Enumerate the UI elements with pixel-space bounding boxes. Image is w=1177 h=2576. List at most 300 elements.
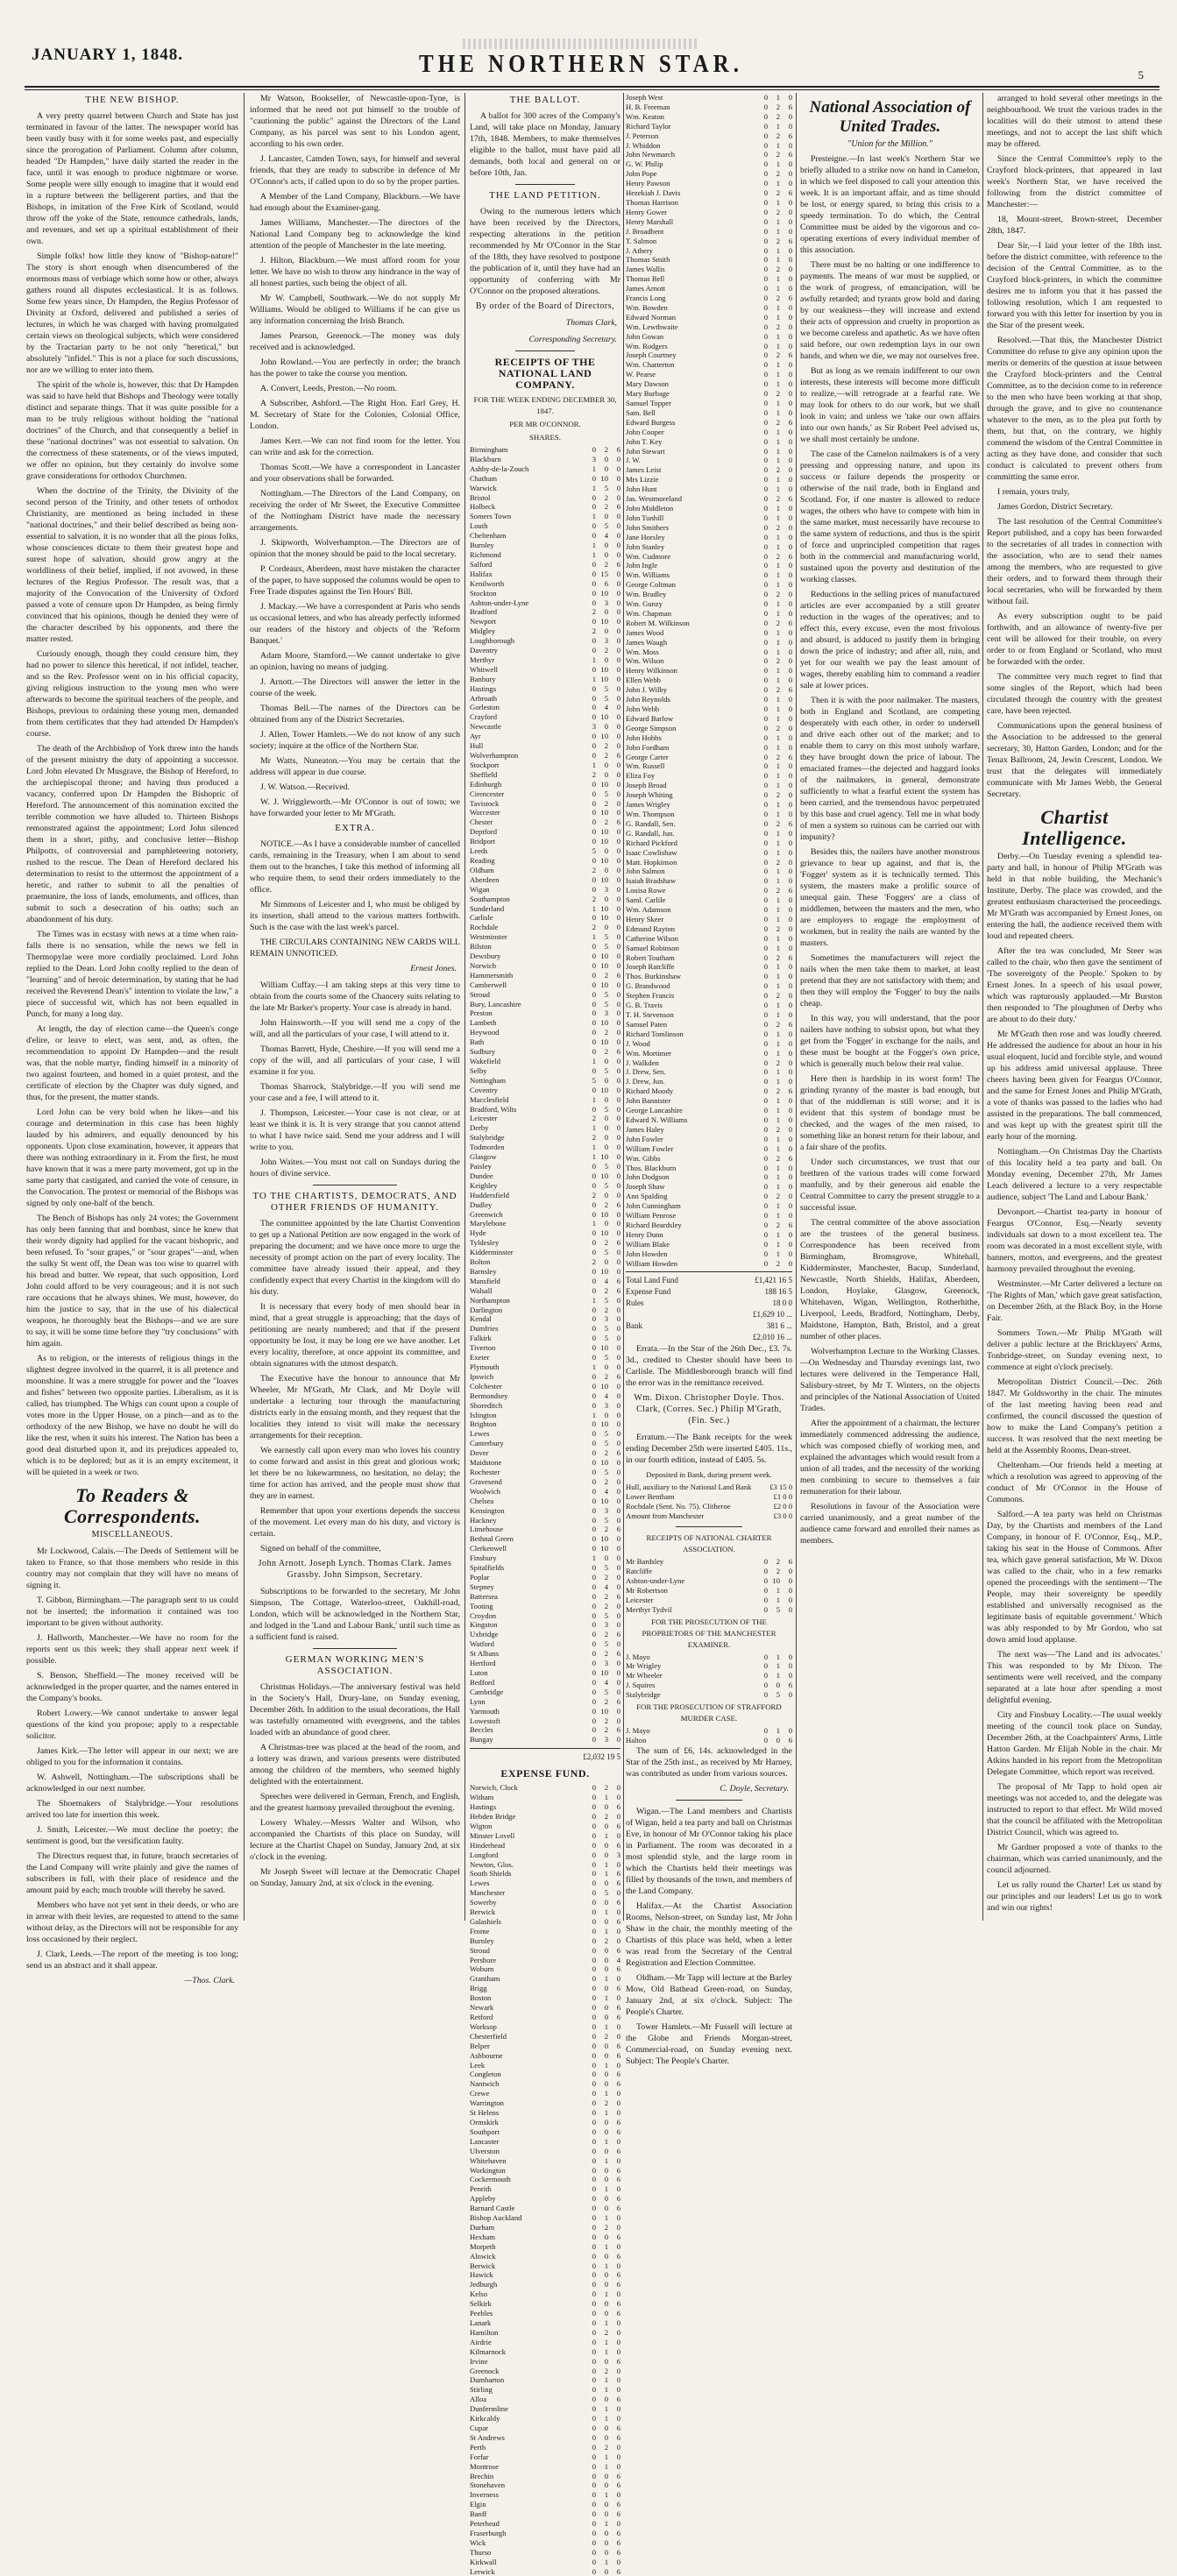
- ledger-name: Berwick: [470, 1907, 496, 1917]
- ledger-amount: 0: [788, 809, 792, 818]
- ledger-amount: 3: [592, 722, 596, 732]
- ledger-amount: 1: [592, 655, 596, 664]
- ledger-amount: 6: [616, 1525, 620, 1534]
- ledger-name: Nottingham: [470, 1075, 507, 1085]
- ledger-amount: 6: [616, 2547, 620, 2557]
- ledger-amount: 0: [763, 331, 768, 341]
- ledger-row: [626, 1690, 792, 1700]
- chartist-paragraph: Mr Gardner proposed a vote of thanks to the chairman, which was carried unanimously, and the council adjourned.: [987, 1843, 1162, 1875]
- ledger-row: [626, 867, 792, 876]
- ledger-amount: 0: [788, 1182, 792, 1192]
- ledger-row: [470, 1707, 620, 1716]
- ledger-amount: 0: [616, 1668, 620, 1677]
- ledger-name: Birmingham: [470, 445, 508, 454]
- ledger-amount: 1: [776, 159, 780, 169]
- chartist-paragraph: The proposal of Mr Tapp to hold open air meetings was not acceded to, and the delegate was instructed to report to that effect. Mr Wild moved that the council be affiliated with the Metropolitan District Council, which was agreed to.: [987, 1782, 1162, 1837]
- ledger-row: [470, 1391, 620, 1401]
- ledger-amount: 6: [616, 2146, 620, 2155]
- trades-paragraph: But as long as we remain indifferent to our own interests, these interests will become more difficult to realize,—will retrograde at a fearful rate. We may look for others to do our work, but we shall look in vain; and unless we 'take our own affairs into our own hands,' as Sir Robert Peel advised us, we shall most certainly be undone.: [800, 366, 980, 444]
- ledger-amount: 5: [604, 1439, 608, 1448]
- ledger-amount: 0: [592, 2337, 596, 2346]
- ledger-amount: 10: [600, 855, 608, 865]
- ledger-name: Bath: [470, 1037, 485, 1047]
- ledger-amount: 0: [616, 1974, 620, 1984]
- ledger-amount: 0: [592, 2547, 596, 2557]
- article-paragraph: Lord John can be very bold when he likes—and his courage and determination in this case has been highly lauded by his admirers, and equally denounced by his opponents. Upon close examination, however, it appears that there was nothing extraordinary in it. From the first, he must have known that it was a mere party movement, got up in the same party that castigated, and carried the vote of censure, in the Convocation. The protest or memorial of the Bishops was signed by only one-half of the bench.: [26, 1108, 238, 1208]
- ledger-name: Catherine Wilson: [626, 933, 678, 943]
- ledger-amount: 2: [776, 102, 780, 111]
- petition-role: Corresponding Secretary.: [528, 335, 617, 344]
- notice-item: W. Ashwell, Nottingham.—The subscriptions shall be acknowledged in our next number.: [26, 1773, 238, 1794]
- ledger-amount: 0: [592, 874, 596, 884]
- ledger-amount: 1: [776, 370, 780, 379]
- ledger-amount: 0: [763, 1143, 768, 1153]
- ledger-amount: 10: [600, 1018, 608, 1028]
- notice-item: James Williams, Manchester.—The directors of the National Land Company beg to acknowledge the kind attention of the people of Manchester in the late meeting.: [250, 218, 460, 251]
- ledger-amount: 1: [776, 972, 780, 981]
- ledger-row: [626, 1077, 792, 1086]
- notice-item: J. Hilton, Blackburn.—We must afford room for your letter. We have no wish to throw any hindrance in the way of all honest parties, such being the object of all.: [250, 256, 460, 288]
- ledger-amount: 2: [604, 2031, 608, 2041]
- ledger-row: [470, 1851, 620, 1860]
- ledger-amount: 0: [592, 2289, 596, 2299]
- ledger-row: [626, 1096, 792, 1106]
- trades-paragraph: James Gordon, District Secretary.: [997, 502, 1113, 512]
- ledger-name: Ratcliffe: [626, 1567, 652, 1575]
- chartist-paragraph: The next was—'The Land and its advocates.' This was responded to by Mr Dixon. The sentiments were well received, and the company separated at a late hour after spending a most delightful evening.: [987, 1650, 1162, 1705]
- ledger-amount: 0: [604, 2041, 608, 2050]
- ledger-amount: 0: [616, 1888, 620, 1898]
- ledger-name: Heywood: [470, 1028, 500, 1037]
- ledger-amount: 0: [763, 1201, 768, 1211]
- ledger-name: Galashiels: [470, 1916, 501, 1926]
- ledger-row: [626, 1106, 792, 1115]
- trades-paragraph: Sometimes the manufacturers will reject the nails when the men take them to market, at least pretend that they are not satisfactory with them; and then they will employ the 'Fogger' to buy the nails cheap.: [800, 953, 980, 1008]
- section-label: MISCELLANEOUS.: [91, 1530, 174, 1539]
- ledger-amount: 0: [592, 1228, 596, 1238]
- ledger-amount: 0: [616, 779, 620, 789]
- ledger-name: Reading: [470, 855, 495, 865]
- ledger-amount: 1: [604, 2318, 608, 2327]
- ledger-amount: 0: [616, 1065, 620, 1075]
- receipts-total-row: [470, 1748, 620, 1763]
- ledger-name: Huddersfield: [470, 1190, 509, 1200]
- ledger-row: [470, 712, 620, 722]
- ledger-amount: 0: [592, 1696, 596, 1706]
- ledger-amount: 1: [776, 503, 780, 513]
- ledger-amount: 0: [592, 2175, 596, 2184]
- ledger-amount: 6: [788, 494, 792, 504]
- ledger-amount: 2: [604, 1285, 608, 1295]
- ledger-amount: 0: [592, 1353, 596, 1362]
- ledger-row: [470, 1306, 620, 1315]
- ledger-amount: 1: [604, 2089, 608, 2098]
- ledger-amount: 0: [616, 1553, 620, 1563]
- ledger-amount: 0: [788, 1585, 792, 1595]
- ledger-name: Loughborough: [470, 636, 515, 646]
- ledger-amount: 4: [604, 531, 608, 541]
- ledger-amount: 0: [616, 865, 620, 874]
- ledger-amount: 0: [763, 1058, 768, 1067]
- ledger-name: Crewe: [470, 2089, 490, 2098]
- ledger-amount: 3: [604, 1008, 608, 1018]
- ledger-amount: 0: [604, 1553, 608, 1563]
- ledger-amount: 1: [776, 704, 780, 713]
- ledger-amount: 0: [763, 1585, 768, 1595]
- ledger-amount: 1: [592, 1094, 596, 1104]
- ledger-row: [470, 521, 620, 531]
- ledger-row: [626, 1144, 792, 1154]
- ledger-name: Kilmarnock: [470, 2346, 507, 2356]
- ledger-amount: 0: [604, 2050, 608, 2060]
- ledger-amount: 0: [788, 627, 792, 637]
- ledger-amount: 0: [788, 1201, 792, 1211]
- ledger-amount: 0: [788, 867, 792, 876]
- ledger-amount: 0: [616, 980, 620, 989]
- ledger-amount: 0: [788, 1115, 792, 1124]
- ledger-amount: 15: [600, 569, 608, 578]
- column-3: [470, 93, 620, 2576]
- ledger-amount: 6: [616, 1047, 620, 1057]
- ledger-row: [626, 1221, 792, 1230]
- ledger-row: [470, 1716, 620, 1726]
- ledger-amount: 0: [763, 456, 768, 465]
- trades-paragraph: The central committee of the above association are the trustees of the general business. Correspondence has been received from Birmingham, Bromsgrove, Whitehall, Kidderminster, Manchester, Bacup, Sunderland, Newcastle, North Shields, Halifax, Aberdeen, London, Hoylake, Glasgow, Greenock, Whitehaven, Wigan, Wellington, Rotherhithe, Liverpool, Leeds, Bradford, Nottingham, Derby, Maidstone, Hampton, Bath, Bristol, and a great number of other places.: [800, 1218, 980, 1341]
- ledger-amount: 0: [592, 1391, 596, 1400]
- ledger-amount: 1: [776, 943, 780, 952]
- ledger-row: [470, 2070, 620, 2079]
- ledger-amount: 0: [616, 1228, 620, 1238]
- notice-item: James Kirk.—The letter will appear in our next; we are obliged to you for the information it contains.: [26, 1746, 238, 1767]
- ledger-amount: 0: [592, 2050, 596, 2060]
- ledger-name: Henry Marshall: [626, 216, 674, 226]
- ledger-name: Wm. Gunzy: [626, 599, 663, 609]
- ledger-row: [470, 817, 620, 827]
- correspondents-heading: To Readers & Correspondents.: [63, 1484, 202, 1527]
- report-paragraph: Christmas Holidays.—The anniversary festival was held in the Society's Hall, Drury-lane, on Sunday evening, December 26th. In addition to the usual decorations, the Hall was tastefully ornamented with evergreens, and the tables loaded with an abundance of good cheer.: [250, 1682, 460, 1737]
- notice-item: J. Smith, Leicester.—We must decline the poetry; the sentiment is good, but the versification faulty.: [26, 1825, 238, 1846]
- ledger-amount: 1: [776, 761, 780, 771]
- ledger-amount: 0: [788, 265, 792, 274]
- ledger-amount: 0: [604, 655, 608, 664]
- ledger-amount: 0: [763, 695, 768, 704]
- ledger-amount: £1 0 0: [773, 1492, 792, 1502]
- ledger-amount: 0: [592, 1161, 596, 1171]
- ledger-row: [626, 743, 792, 753]
- ledger-amount: 0: [592, 445, 596, 454]
- ledger-amount: 0: [592, 884, 596, 894]
- ledger-amount: 0: [788, 389, 792, 399]
- ledger-row: [470, 1964, 620, 1974]
- ledger-amount: 10: [600, 980, 608, 989]
- ledger-name: Kirkcaldy: [470, 2414, 500, 2424]
- ledger-amount: 6: [616, 2117, 620, 2127]
- ledger-name: Cirencester: [470, 789, 505, 798]
- ledger-amount: 0: [788, 341, 792, 350]
- ledger-name: Wm. Bowden: [626, 302, 668, 312]
- ledger-name: Tavistock: [470, 798, 500, 808]
- ledger-row: [470, 2500, 620, 2509]
- ledger-amount: 0: [616, 798, 620, 808]
- ledger-amount: 0: [788, 1067, 792, 1077]
- ledger-row: [470, 1143, 620, 1152]
- ledger-name: Banff: [470, 2509, 487, 2519]
- ledger-amount: 0: [763, 532, 768, 541]
- ledger-name: Arbroath: [470, 693, 498, 703]
- ledger-amount: 1: [776, 647, 780, 656]
- ledger-row: [470, 780, 620, 789]
- ledger-amount: 0: [763, 1115, 768, 1124]
- ledger-amount: 0: [788, 407, 792, 417]
- ledger-amount: 0: [763, 666, 768, 676]
- ledger-amount: 1: [592, 674, 596, 683]
- ledger-row: [470, 502, 620, 512]
- notice-item: Thomas Barrett, Hyde, Cheshire.—If you will send me a copy of the will, and all particulars of your case, I will examine it for you.: [250, 1044, 460, 1077]
- ledger-amount: 2: [592, 607, 596, 617]
- ledger-amount: 0: [592, 2557, 596, 2566]
- ledger-amount: 0: [604, 1143, 608, 1152]
- ledger-amount: 6: [616, 1898, 620, 1907]
- ledger-name: Jas. Westmoreland: [626, 494, 683, 504]
- ledger-amount: 0: [616, 1171, 620, 1180]
- ledger-name: G. Randall, Sen.: [626, 818, 676, 828]
- ledger-amount: 1: [776, 809, 780, 818]
- shares-label: SHARES.: [529, 433, 561, 442]
- ledger-amount: 1: [604, 2385, 608, 2395]
- ledger-row: [470, 2529, 620, 2538]
- ledger-name: Hackney: [470, 1515, 497, 1525]
- notice-item: J. Allen, Tower Hamlets.—We do not know of any such society; inquire at the office of the Northern Star.: [250, 730, 460, 751]
- ledger-name: Thomas Smith: [626, 255, 670, 265]
- ledger-row: [470, 1917, 620, 1927]
- ledger-name: Richard Moody: [626, 1086, 674, 1096]
- ledger-amount: 0: [592, 1018, 596, 1028]
- ledger-amount: 0: [616, 1505, 620, 1515]
- ledger-amount: 1: [776, 608, 780, 618]
- ledger-amount: 1: [604, 2414, 608, 2424]
- ledger-amount: 1: [776, 513, 780, 522]
- ledger-amount: 6: [788, 150, 792, 159]
- article-paragraph: Curiously enough, though they could censure him, they had no power to silence this heretical, if not infidel, teacher, and so the Rev. Professor went on in his official capacity, giving religious instruction to the young men who were afterwards to become the spiritual teachers of the people, and Bishops, previous to ordaining these young men, demanded from them certificates that they had attended Dr Hampden's course.: [26, 649, 238, 739]
- ledger-name: Ashton-under-Lyne: [626, 1575, 685, 1585]
- ledger-amount: 0: [616, 2414, 620, 2424]
- ledger-amount: 1: [604, 1830, 608, 1840]
- ledger-amount: 1: [604, 2557, 608, 2566]
- ledger-amount: 0: [788, 561, 792, 570]
- ledger-amount: 0: [592, 1926, 596, 1936]
- ledger-amount: 2: [604, 1725, 608, 1735]
- ledger-amount: 10: [600, 913, 608, 923]
- ledger-amount: 4: [604, 1582, 608, 1591]
- ledger-amount: 0: [788, 704, 792, 713]
- ledger-row: [470, 1592, 620, 1602]
- column-divider: [244, 93, 245, 1921]
- ledger-name: Hammersmith: [470, 970, 514, 980]
- ledger-amount: 2: [604, 741, 608, 751]
- ledger-name: Maidstone: [470, 1458, 502, 1468]
- ledger-name: Thomas Bell: [626, 274, 665, 284]
- ledger-amount: 5: [604, 1248, 608, 1257]
- ledger-amount: 1: [776, 475, 780, 485]
- ledger-amount: 0: [616, 1219, 620, 1228]
- newspaper-title: THE NORTHERN STAR.: [419, 50, 743, 78]
- ledger-amount: 0: [788, 1124, 792, 1134]
- ledger-name: Merthyr Tydvil: [626, 1604, 672, 1614]
- ledger-amount: 0: [592, 1821, 596, 1830]
- ledger-amount: 2: [604, 2222, 608, 2232]
- ledger-name: Kidderminster: [470, 1248, 514, 1257]
- ledger-amount: 10: [600, 952, 608, 961]
- ledger-name: Boston: [470, 1993, 492, 2003]
- notice-item: J. W. Watson.—Received.: [260, 782, 350, 792]
- ledger-amount: 0: [592, 492, 596, 502]
- ledger-amount: 0: [788, 1661, 792, 1671]
- ledger-row: [470, 1468, 620, 1477]
- ledger-amount: 0: [616, 2060, 620, 2070]
- ledger-amount: 0: [763, 226, 768, 236]
- ledger-row: [626, 150, 792, 159]
- ledger-name: Stephen Francis: [626, 991, 675, 1001]
- ledger-name: Croydon: [470, 1610, 497, 1620]
- ledger-amount: 0: [788, 1048, 792, 1058]
- ledger-amount: 0: [592, 1659, 596, 1668]
- ledger-row: [470, 1525, 620, 1534]
- ledger-amount: 0: [616, 1094, 620, 1104]
- ledger-name: Saml. Carlile: [626, 895, 666, 905]
- ledger-amount: 1: [776, 360, 780, 370]
- ledger-amount: 0: [763, 465, 768, 475]
- ledger-name: Brighton: [470, 1419, 497, 1429]
- ledger-name: Daventry: [470, 646, 498, 655]
- ledger-row: [470, 1152, 620, 1162]
- ledger-row: [470, 1879, 620, 1888]
- ledger-row: [626, 1201, 792, 1211]
- ledger-row: [626, 1211, 792, 1221]
- ledger-amount: 1: [604, 2337, 608, 2346]
- ledger-row: [626, 389, 792, 399]
- expense-table: [470, 1783, 620, 2576]
- ledger-amount: 0: [763, 924, 768, 933]
- ledger-amount: 0: [592, 1467, 596, 1476]
- ledger-row: [470, 2338, 620, 2347]
- ledger-name: Durham: [470, 2222, 495, 2232]
- ledger-amount: 5: [604, 1639, 608, 1649]
- ledger-row: [470, 2089, 620, 2098]
- ledger-amount: 2: [604, 1238, 608, 1248]
- ledger-name: Kingston: [470, 1620, 498, 1630]
- ledger-amount: 10: [600, 827, 608, 837]
- ledger-row: [470, 1018, 620, 1028]
- ledger-row: [470, 875, 620, 885]
- ledger-amount: 0: [604, 2194, 608, 2204]
- ledger-name: Tiverton: [470, 1343, 496, 1353]
- ledger-name: Greenock: [470, 2366, 500, 2375]
- charter-note: The sum of £6, 14s. acknowledged in the Star of the 25th inst., as received by Mr Harney, was contributed as under from various sources.: [626, 1745, 792, 1779]
- ledger-amount: 5: [604, 1888, 608, 1898]
- ledger-amount: 2: [604, 502, 608, 512]
- column-divider: [982, 93, 983, 1921]
- ledger-name: Mary Burbage: [626, 389, 670, 399]
- ledger-row: [470, 1458, 620, 1468]
- ledger-amount: 0: [604, 1898, 608, 1907]
- ledger-amount: 3: [604, 1659, 608, 1668]
- ledger-amount: 0: [788, 1077, 792, 1086]
- ledger-amount: 0: [763, 1038, 768, 1048]
- notice-item: John Hainsworth.—If you will send me a copy of the will, and all the particulars of your case, I will attend to it.: [250, 1018, 460, 1039]
- ledger-amount: 0: [788, 179, 792, 188]
- ledger-amount: 0: [616, 1161, 620, 1171]
- ledger-amount: 10: [600, 1534, 608, 1544]
- ledger-amount: 0: [592, 1047, 596, 1057]
- ledger-amount: 0: [616, 683, 620, 693]
- chartist-paragraph: Salford.—A tea party was held on Christmas Day, by the Chartists and members of the Land Company, in honour of F. O'Connor, Esq., M.P., taking his seat in the House of Commons. After tea, which gave general satisfaction, Mr W. Dixon was called to the chair, who in a few remarks opened the proceedings with the sentiment—'The People, may their sovereignty be speedily established and universally recognised as the legitimate basis of equitable government.' Which was ably responded to by Mr Gordon, who sat down amid loud applause.: [987, 1510, 1162, 1645]
- ledger-name: G. Brandwood: [626, 981, 670, 991]
- ledger-amount: 6: [788, 188, 792, 198]
- ledger-name: Airdrie: [470, 2337, 492, 2346]
- ledger-amount: 0: [604, 1133, 608, 1143]
- prosecution-table: [626, 1652, 792, 1701]
- extra-notices: [250, 839, 460, 959]
- ledger-amount: 0: [763, 245, 768, 255]
- ledger-amount: 2: [776, 952, 780, 962]
- ledger-amount: 0: [616, 1190, 620, 1200]
- ledger-amount: 0: [592, 1984, 596, 1993]
- ledger-amount: 0: [763, 1019, 768, 1029]
- ledger-amount: 0: [616, 1391, 620, 1400]
- ledger-amount: 1: [776, 140, 780, 150]
- ledger-amount: 0: [592, 1104, 596, 1114]
- ledger-amount: 0: [763, 446, 768, 456]
- ledger-amount: 0: [763, 809, 768, 818]
- ledger-amount: 0: [616, 769, 620, 779]
- ledger-amount: 0: [616, 1429, 620, 1439]
- expense-heading: EXPENSE FUND.: [500, 1767, 590, 1780]
- ledger-amount: 2: [776, 389, 780, 399]
- ledger-name: Newton, Glos.: [470, 1859, 514, 1869]
- ledger-name: Pershore: [470, 1955, 497, 1964]
- ledger-name: William Howden: [626, 1258, 678, 1268]
- ledger-amount: 3: [604, 1314, 608, 1324]
- ledger-amount: 0: [592, 2146, 596, 2155]
- ledger-amount: 0: [604, 1840, 608, 1850]
- ledger-name: Mansfield: [470, 1276, 500, 1285]
- trades-paragraph: Since the Central Committee's reply to the Crayford block-printers, that appeared in last week's Northern Star, we have received the following from the district committee of Manchester:—: [987, 154, 1162, 209]
- ledger-row: [470, 1028, 620, 1037]
- ledger-amount: 0: [604, 512, 608, 521]
- ledger-amount: 3: [604, 1620, 608, 1630]
- ledger-row: [470, 445, 620, 455]
- ledger-row: [470, 1582, 620, 1592]
- ledger-row: [626, 255, 792, 265]
- association-heading: GERMAN WORKING MEN'S ASSOCIATION.: [285, 1654, 425, 1676]
- ledger-amount: £2 0 0: [773, 1502, 792, 1511]
- ledger-amount: 0: [616, 1486, 620, 1496]
- trades-paragraph: Besides this, the nailers have another monstrous grievance to bear up against, and that is, the 'Fogger' system as it is technically termed. This system, the masters make a prolific source of unequal gain. These 'Foggers' are a class of middlemen, between the masters and the men, who are employers to engage the employment of workmen, but in reality the nails are wanted by the masters.: [800, 847, 980, 948]
- ledger-amount: 0: [763, 102, 768, 111]
- ledger-amount: 1: [776, 876, 780, 886]
- ledger-amount: 0: [788, 522, 792, 532]
- ledger-amount: 1: [776, 933, 780, 943]
- ledger-amount: 6: [788, 551, 792, 561]
- report-paragraph: Oldham.—Mr Tapp will lecture at the Barley Mow, Old Bathead Green-road, on Sunday, January 2nd, at six o'clock. Subject: The People's Charter.: [626, 1972, 792, 2017]
- ledger-amount: 0: [616, 2108, 620, 2118]
- ledger-amount: 0: [592, 1859, 596, 1869]
- trades-paragraph: Resolved.—That this, the Manchester District Committee do refuse to give any opinion upon the merits or demerits of the question at issue between the Crayford block-printers and the Central Committee, as to the decision come to in reference to the men who have been working at that shop, through the grave, and to give no countenance whatever to the men, as to the plea put forth by them, but that, on the contrary, we highly commend the wisdom of the Central Committee in acting as they have done, and consider that such conduct is calculated to prevent others from committing the same error.: [987, 336, 1162, 482]
- ledger-amount: 1: [604, 2021, 608, 2031]
- ledger-name: Lanark: [470, 2318, 492, 2327]
- ledger-row: [626, 1652, 792, 1662]
- trades-paragraph: Then it is with the poor nailmaker. The masters, both in England and Scotland, are competing desperately with each other, in order to undersell and drive each other out of the market; and to enable them to carry on this most unholy warfare, they have brought down the price of labour. The emaciated frames—the dejected and haggard looks of the nailmakers, in general, demonstrate sufficiently to what a fearful extent the system has been carried, and the tremendous havoc perpetrated by this base and cruel agency. Tell me in what body of men a system so ruinous can be carried out with impunity?: [800, 696, 980, 842]
